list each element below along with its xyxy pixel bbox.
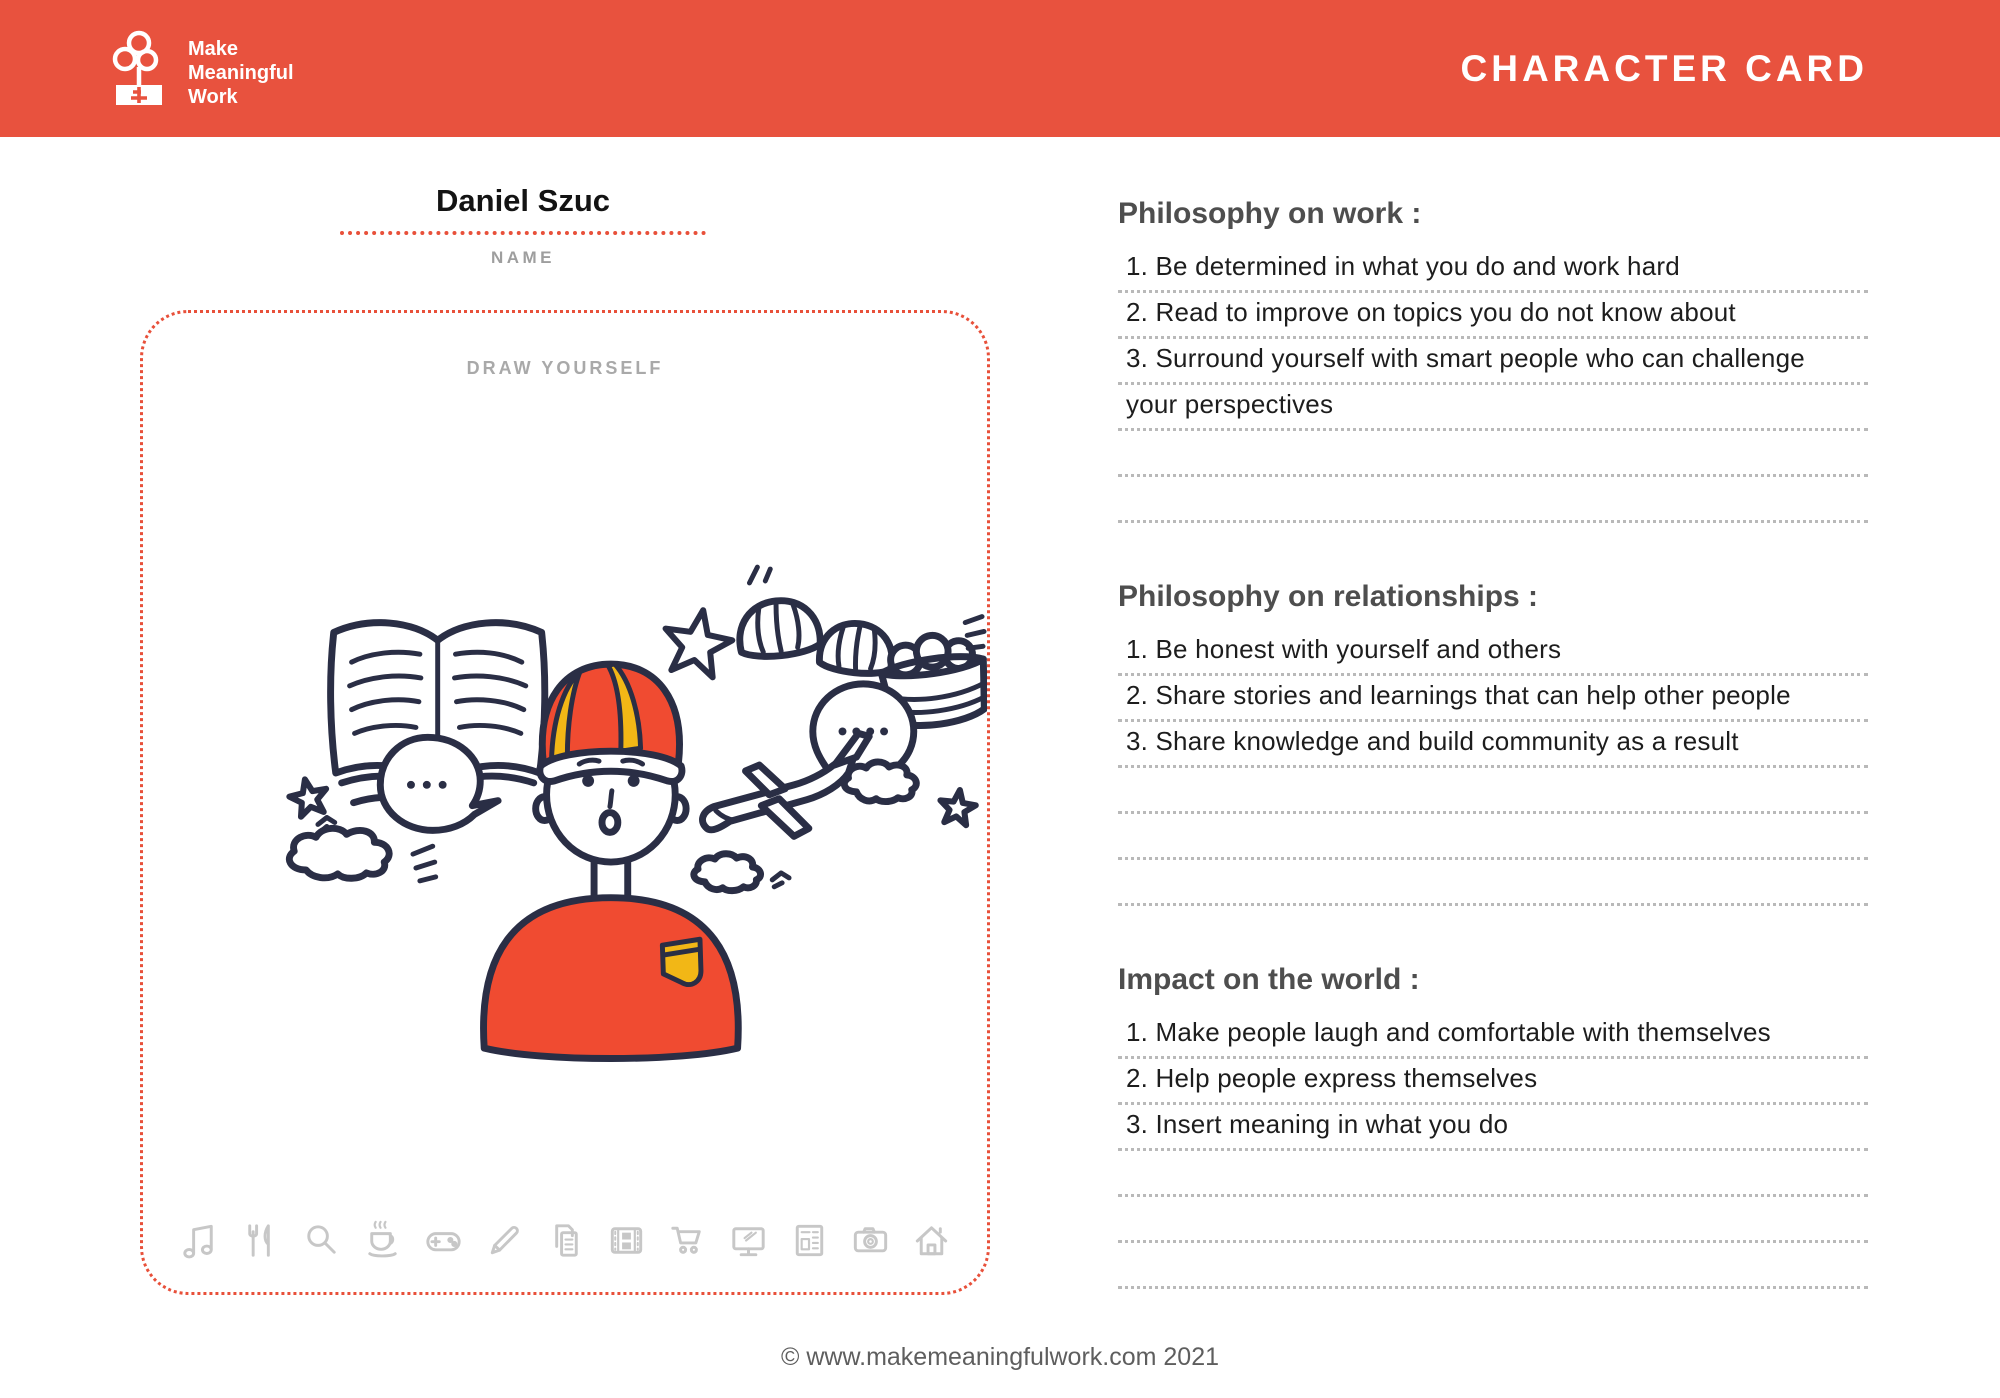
answer-line[interactable]: 1. Be honest with yourself and others (1118, 630, 1868, 676)
draw-yourself-label: DRAW YOURSELF (466, 358, 664, 378)
name-field-block (340, 183, 706, 268)
answer-line[interactable]: 2. Help people express themselves (1118, 1059, 1868, 1105)
newspaper-icon (786, 1217, 833, 1264)
shopping-cart-icon (664, 1217, 711, 1264)
answer-line[interactable]: 3. Insert meaning in what you do (1118, 1105, 1868, 1151)
header (0, 0, 2000, 137)
answer-line-empty[interactable] (1118, 431, 1868, 477)
home-icon (908, 1217, 955, 1264)
logo-wordmark: Make Meaningful Work (188, 37, 294, 109)
section-philosophy-on-work (1118, 196, 1868, 523)
answer-line[interactable]: 1. Make people laugh and comfortable with themselves (1118, 1013, 1868, 1059)
brand-logo (108, 27, 294, 111)
answer-line-empty[interactable] (1118, 814, 1868, 860)
section-heading: Impact on the world : (1118, 963, 1420, 996)
coffee-cup-icon (359, 1217, 406, 1264)
answer-line[interactable]: 2. Read to improve on topics you do not know about (1118, 293, 1868, 339)
pencil-icon (481, 1217, 528, 1264)
game-controller-icon (420, 1217, 467, 1264)
answer-line-empty[interactable] (1118, 1151, 1868, 1197)
answer-line-empty[interactable] (1118, 477, 1868, 523)
answer-line[interactable]: 3. Surround yourself with smart people who can challenge (1118, 339, 1868, 385)
monitor-icon (725, 1217, 772, 1264)
magnifier-icon (298, 1217, 345, 1264)
copyright-footer: © www.makemeaningfulwork.com 2021 (780, 1343, 1220, 1371)
draw-yourself-box[interactable] (140, 310, 990, 1295)
answer-line-empty[interactable] (1118, 768, 1868, 814)
answer-line[interactable]: your perspectives (1118, 385, 1868, 431)
page-title: CHARACTER CARD (1460, 47, 1868, 89)
camera-icon (847, 1217, 894, 1264)
answers-column (1118, 196, 1868, 1289)
answer-line[interactable]: 3. Share knowledge and build community as a result (1118, 722, 1868, 768)
answer-line[interactable]: 1. Be determined in what you do and work hard (1118, 247, 1868, 293)
section-heading: Philosophy on work : (1118, 197, 1422, 230)
name-value[interactable]: Daniel Szuc (340, 183, 706, 235)
music-note-icon (176, 1217, 223, 1264)
interest-icons-row (143, 1217, 987, 1264)
section-impact-on-the-world (1118, 962, 1868, 1289)
film-strip-icon (603, 1217, 650, 1264)
answer-line[interactable]: 2. Share stories and learnings that can help other people (1118, 676, 1868, 722)
utensils-icon (237, 1217, 284, 1264)
section-philosophy-on-relationships (1118, 579, 1868, 906)
answer-line-empty[interactable] (1118, 1243, 1868, 1289)
name-label: NAME (490, 248, 556, 267)
section-heading: Philosophy on relationships : (1118, 580, 1539, 613)
documents-icon (542, 1217, 589, 1264)
self-portrait-drawing (215, 561, 987, 1076)
answer-line-empty[interactable] (1118, 860, 1868, 906)
tree-logo-icon (108, 29, 170, 111)
answer-line-empty[interactable] (1118, 1197, 1868, 1243)
